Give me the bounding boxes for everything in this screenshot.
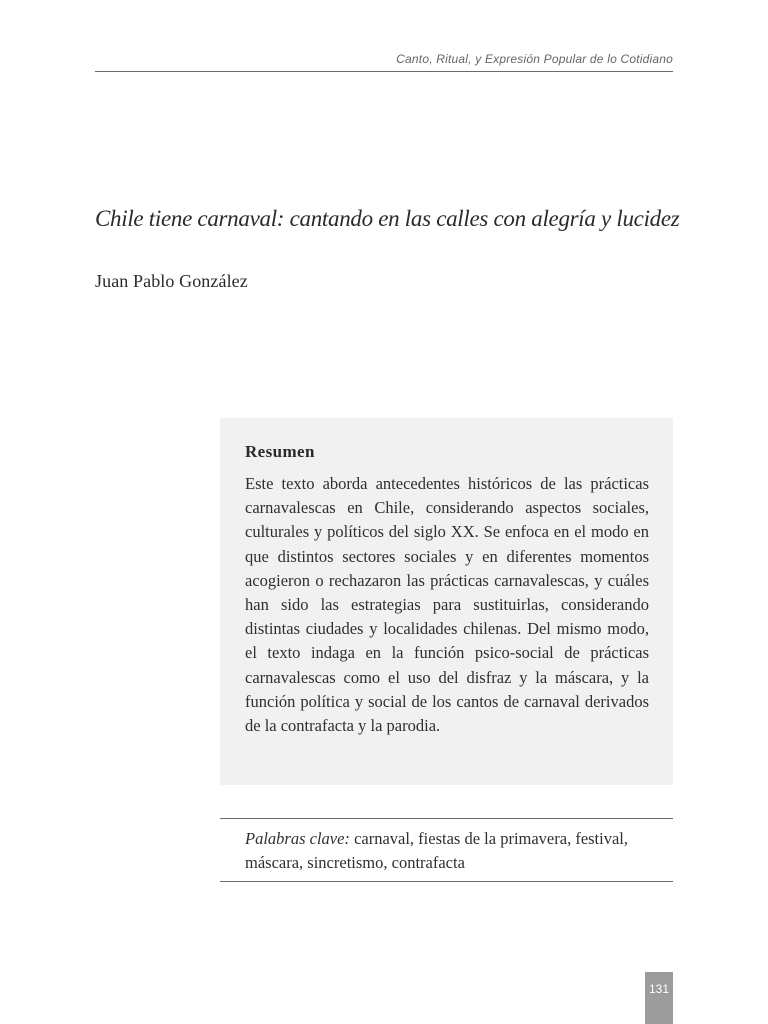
keywords-top-rule: [220, 818, 673, 819]
abstract-heading: Resumen: [245, 442, 315, 461]
keywords: [245, 827, 650, 875]
keywords-label: Palabras clave:: [245, 829, 350, 848]
abstract-text: Este texto aborda antecedentes históricos de las prácticas carnavalescas en Chile, considerando aspectos sociales, culturales y políticos del siglo XX. Se enfoca en el modo en que distintos sectores sociales y en diferentes momentos acogieron o rechazaron las prácticas carnavalescas, y cuáles han sido las estrategias para sustituirlas, considerando distintas ciudades y localidades chilenas. Del mismo modo, el texto indaga en la función psico-social de prácticas carnavalescas como el uso del disfraz y la máscara, y la función política y social de los cantos de carnaval derivados de la contrafacta y la parodia.: [245, 474, 649, 736]
abstract-box: [220, 418, 673, 785]
page-number: 131: [645, 972, 673, 1024]
keywords-values: carnaval, fiestas de la primavera, festival, máscara, sincretismo, contrafacta: [245, 829, 629, 872]
keywords-bottom-rule: [220, 881, 673, 882]
header-rule: [95, 71, 673, 72]
author-name: Juan Pablo González: [95, 271, 248, 291]
running-header: Canto, Ritual, y Expresión Popular de lo Cotidiano: [396, 52, 673, 66]
article-title: Chile tiene carnaval: cantando en las calles con alegría y lucidez: [95, 206, 680, 231]
